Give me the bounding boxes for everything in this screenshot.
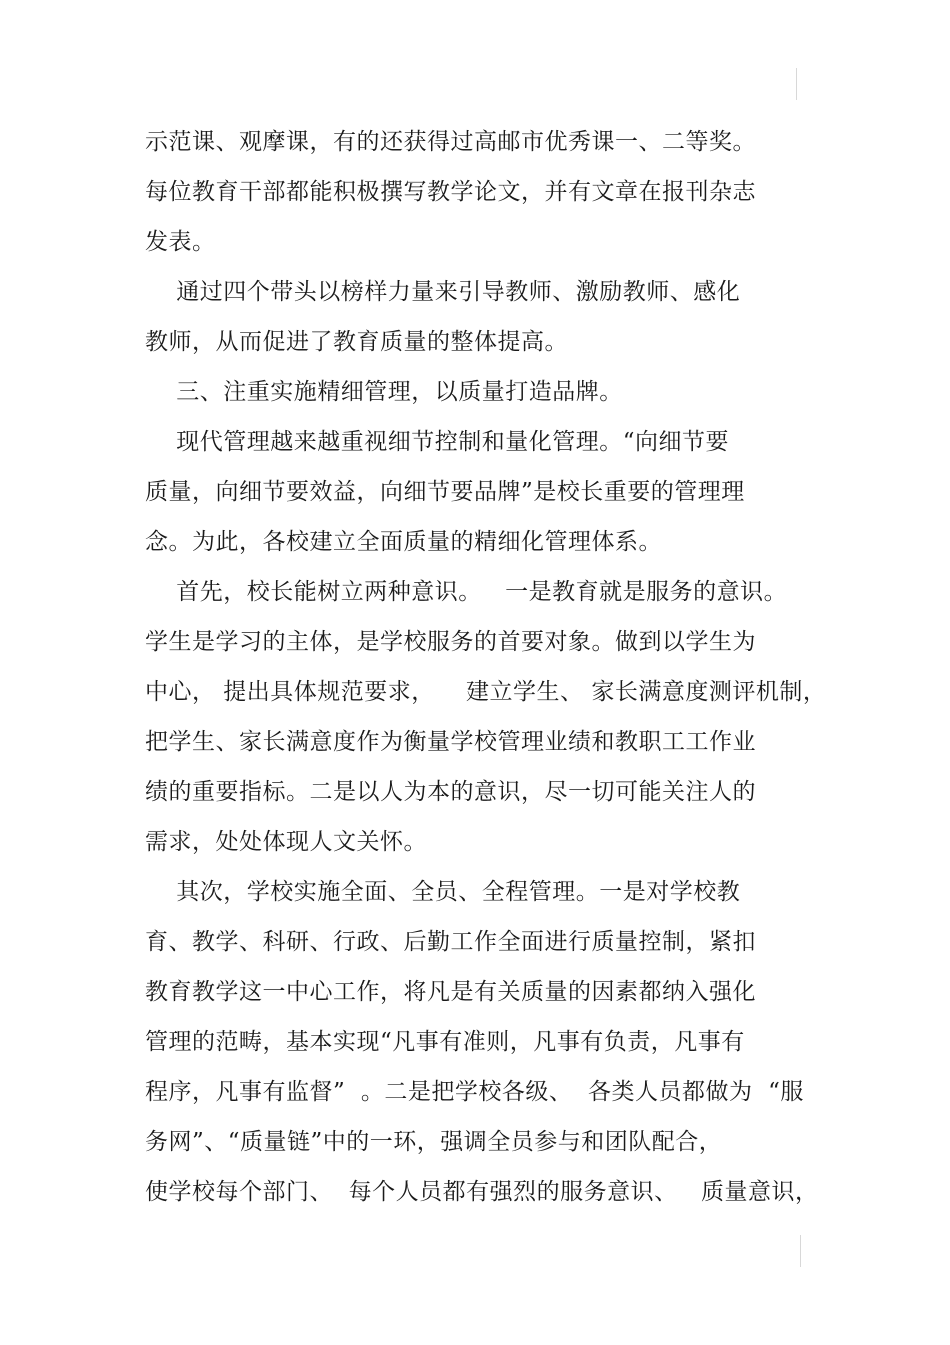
text-line: 每位教育干部都能积极撰写教学论文，并有文章在报刊杂志	[145, 179, 756, 205]
section-heading: 三、注重实施精细管理，以质量打造品牌。	[145, 379, 623, 405]
text-line: 务网”、“质量链”中的一环，强调全员参与和团队配合，	[145, 1129, 723, 1155]
text-line: 其次，学校实施全面、全员、全程管理。一是对学校教	[145, 879, 741, 905]
text-line: 现代管理越来越重视细节控制和量化管理。“向细节要	[145, 429, 730, 455]
text-line: 程序，凡事有监督” 。二是把学校各级、 各类人员都做为 “服	[145, 1079, 804, 1105]
text-line: 育、教学、科研、行政、后勤工作全面进行质量控制，紧扣	[145, 929, 756, 955]
text-line: 使学校每个部门、 每个人员都有强烈的服务意识、 质量意识，	[145, 1179, 819, 1205]
text-line: 绩的重要指标。二是以人为本的意识，尽一切可能关注人的	[145, 779, 756, 805]
text-line: 质量，向细节要效益，向细节要品牌”是校长重要的管理理	[145, 479, 745, 505]
text-line: 发表。	[145, 229, 216, 255]
text-line: 通过四个带头以榜样力量来引导教师、激励教师、感化	[145, 279, 741, 305]
text-line: 念。为此，各校建立全面质量的精细化管理体系。	[145, 529, 662, 555]
text-line: 中心， 提出具体规范要求， 建立学生、 家长满意度测评机制，	[145, 679, 827, 705]
text-line: 把学生、家长满意度作为衡量学校管理业绩和教职工工作业	[145, 729, 756, 755]
text-line: 教育教学这一中心工作，将凡是有关质量的因素都纳入强化	[145, 979, 756, 1005]
page-edge-mark-top	[796, 68, 797, 100]
text-line: 教师，从而促进了教育质量的整体提高。	[145, 329, 568, 355]
text-line: 示范课、观摩课，有的还获得过高邮市优秀课一、二等奖。	[145, 129, 756, 155]
text-line: 管理的范畴，基本实现“凡事有准则，凡事有负责，凡事有	[145, 1029, 745, 1055]
page-edge-mark-bottom	[800, 1235, 801, 1267]
text-line: 首先，校长能树立两种意识。 一是教育就是服务的意识。	[145, 579, 788, 605]
text-line: 需求，处处体现人文关怀。	[145, 829, 427, 855]
text-line: 学生是学习的主体，是学校服务的首要对象。做到以学生为	[145, 629, 756, 655]
